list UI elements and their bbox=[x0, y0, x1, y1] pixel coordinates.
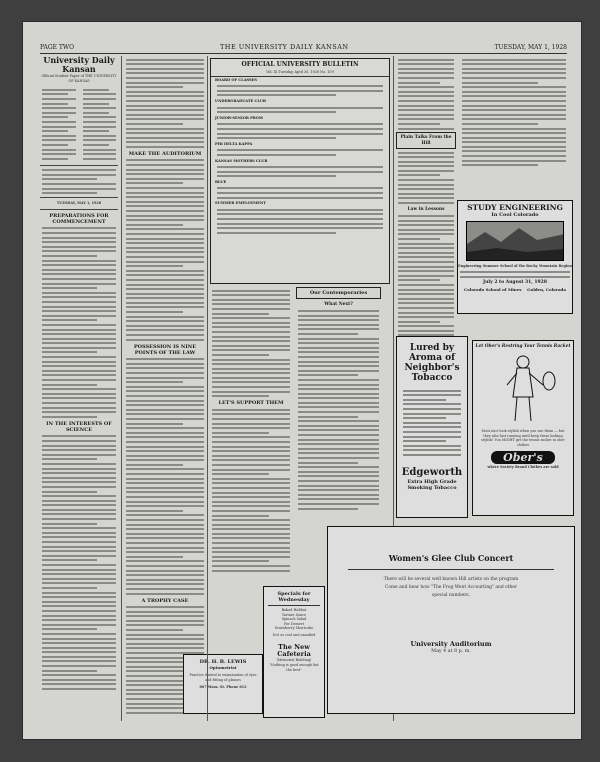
lewis-body: Practice limited to examination of eyes and fitting of glasses bbox=[189, 673, 257, 682]
page-header bbox=[40, 42, 567, 52]
lewis-optometrist-ad bbox=[183, 654, 263, 714]
headline-possession: POSSESSION IS NINE POINTS OF THE LAW bbox=[133, 343, 197, 356]
staff-listing bbox=[40, 86, 118, 162]
column-5 bbox=[396, 56, 456, 356]
glee-club-concert-ad bbox=[327, 526, 575, 714]
lured-brand: Edgeworth bbox=[401, 466, 463, 478]
bulletin-item: KANSAS MOTHERS CLUB bbox=[215, 158, 268, 163]
bulletin-issue: Vol. IX Tuesday, April 30, 1928 No. 159 bbox=[211, 70, 389, 77]
headline-interests: IN THE INTERESTS OF SCIENCE bbox=[46, 420, 112, 433]
official-bulletin bbox=[210, 58, 390, 284]
lewis-title: Optometrist bbox=[209, 665, 237, 670]
masthead-title: University Daily Kansan bbox=[43, 56, 115, 74]
bulletin-item: BLUE bbox=[215, 179, 227, 184]
column-divider bbox=[121, 56, 122, 721]
contemporaries-subtitle: What Next? bbox=[324, 302, 353, 307]
page-number: PAGE TWO bbox=[40, 43, 74, 51]
study-title: STUDY ENGINEERING bbox=[467, 203, 563, 212]
lured-title: Lured by Aroma of Neighbor's Tobacco bbox=[404, 343, 460, 383]
newspaper-title: THE UNIVERSITY DAILY KANSAN bbox=[219, 43, 349, 51]
mountain-photo bbox=[466, 221, 564, 261]
study-engineering-ad bbox=[457, 200, 573, 314]
lewis-address: 807 Mass. St. Phone 812 bbox=[199, 685, 247, 690]
contemporaries-title: Our Contemporaries bbox=[309, 290, 368, 296]
newspaper-page bbox=[23, 22, 581, 739]
special-item: Tartare Sauce bbox=[281, 612, 307, 617]
headline-auditorium: MAKE THE AUDITORIUM bbox=[128, 150, 202, 157]
column-divider bbox=[207, 56, 208, 721]
column-1 bbox=[40, 56, 118, 721]
headline-support: LET'S SUPPORT THEM bbox=[218, 400, 284, 407]
bulletin-item: UNDERGRADUATE CLUB bbox=[215, 98, 266, 103]
glee-venue: University Auditorium bbox=[410, 640, 492, 648]
column-3 bbox=[210, 287, 292, 587]
cafeteria-title: The New Cafeteria bbox=[277, 642, 311, 658]
header-rule bbox=[40, 53, 567, 54]
study-dates: July 2 to August 31, 1928 bbox=[483, 280, 547, 286]
mountain-icon bbox=[467, 222, 564, 260]
study-school: Colorado School of Mines bbox=[464, 287, 522, 293]
cafeteria-sub: (Memorial Building) bbox=[276, 657, 312, 662]
study-subtitle: In Cool Colorado bbox=[491, 212, 539, 218]
obers-tennis-ad bbox=[472, 340, 574, 516]
study-place: Golden, Colorado bbox=[527, 287, 566, 293]
headline-trophy: A TROPHY CASE bbox=[141, 597, 189, 604]
cafeteria-tag: "Nothing is good enough but the best" bbox=[269, 663, 319, 672]
headline-plain-talks: Plain Talks From the Hill bbox=[400, 135, 452, 146]
lewis-name: DR. H. B. LEWIS bbox=[199, 659, 247, 665]
glee-title: Women's Glee Club Concert bbox=[388, 553, 514, 563]
issue-date: TUESDAY, MAY 1, 1928 bbox=[494, 43, 567, 51]
special-item: Spinach Salad bbox=[281, 617, 307, 622]
bulletin-item: PHI DELTA KAPPA bbox=[215, 141, 253, 146]
headline-law: Law in Lessons bbox=[407, 207, 445, 213]
lured-tag: Extra High Grade Smoking Tobacco bbox=[407, 478, 457, 491]
glee-line2: Come and hear how "The Frog Went Accourting" and other bbox=[385, 585, 517, 590]
bulletin-item: JUNIOR-SENIOR PROM bbox=[215, 115, 263, 120]
obers-brand: Ober's bbox=[491, 451, 555, 464]
edgeworth-tobacco-ad bbox=[396, 336, 468, 518]
masthead-dateline: TUESDAY, MAY 1, 1928 bbox=[56, 201, 102, 206]
tennis-player-icon bbox=[473, 349, 573, 425]
specials-title: Specials for Wednesday bbox=[277, 591, 311, 603]
bulletin-item: BOARD OF CLASSES bbox=[215, 77, 257, 82]
glee-line1: There will be several well known Hill artists on the program bbox=[383, 577, 519, 582]
column-2 bbox=[124, 56, 206, 721]
special-item: Strawberry Shortcake bbox=[274, 626, 314, 631]
cafeteria-ad bbox=[263, 586, 325, 718]
special-item: For Dessert bbox=[283, 621, 305, 626]
masthead-subtitle: Official Student Paper of THE UNIVERSITY OF KANSAS bbox=[41, 74, 117, 83]
bulletin-title: OFFICIAL UNIVERSITY BULLETIN bbox=[241, 61, 359, 68]
special-item: Baked Halibut bbox=[281, 608, 307, 612]
obers-body: Most nice look stylish when you use them — but they also last running until keep them looking stylish! You MIGHT get the tennis racket in ober clothes bbox=[481, 429, 565, 447]
glee-date: May 4 at 8 p. m. bbox=[431, 649, 471, 654]
column-6 bbox=[460, 56, 568, 196]
obers-tag: where Society Brand Clothes are sold bbox=[487, 465, 559, 470]
bulletin-item: SUMMER EMPLOYMENT bbox=[215, 201, 266, 206]
glee-line3: special numbers. bbox=[432, 593, 470, 598]
study-line1: Engineering Summer School of the Rocky Mountain Region bbox=[458, 264, 572, 268]
specials-note: Not so cool and unsalted bbox=[272, 632, 316, 637]
obers-top: Let Ober's Restring Your Tennis Racket bbox=[475, 344, 571, 349]
headline-preparations: PREPARATIONS FOR COMMENCEMENT bbox=[49, 212, 109, 225]
